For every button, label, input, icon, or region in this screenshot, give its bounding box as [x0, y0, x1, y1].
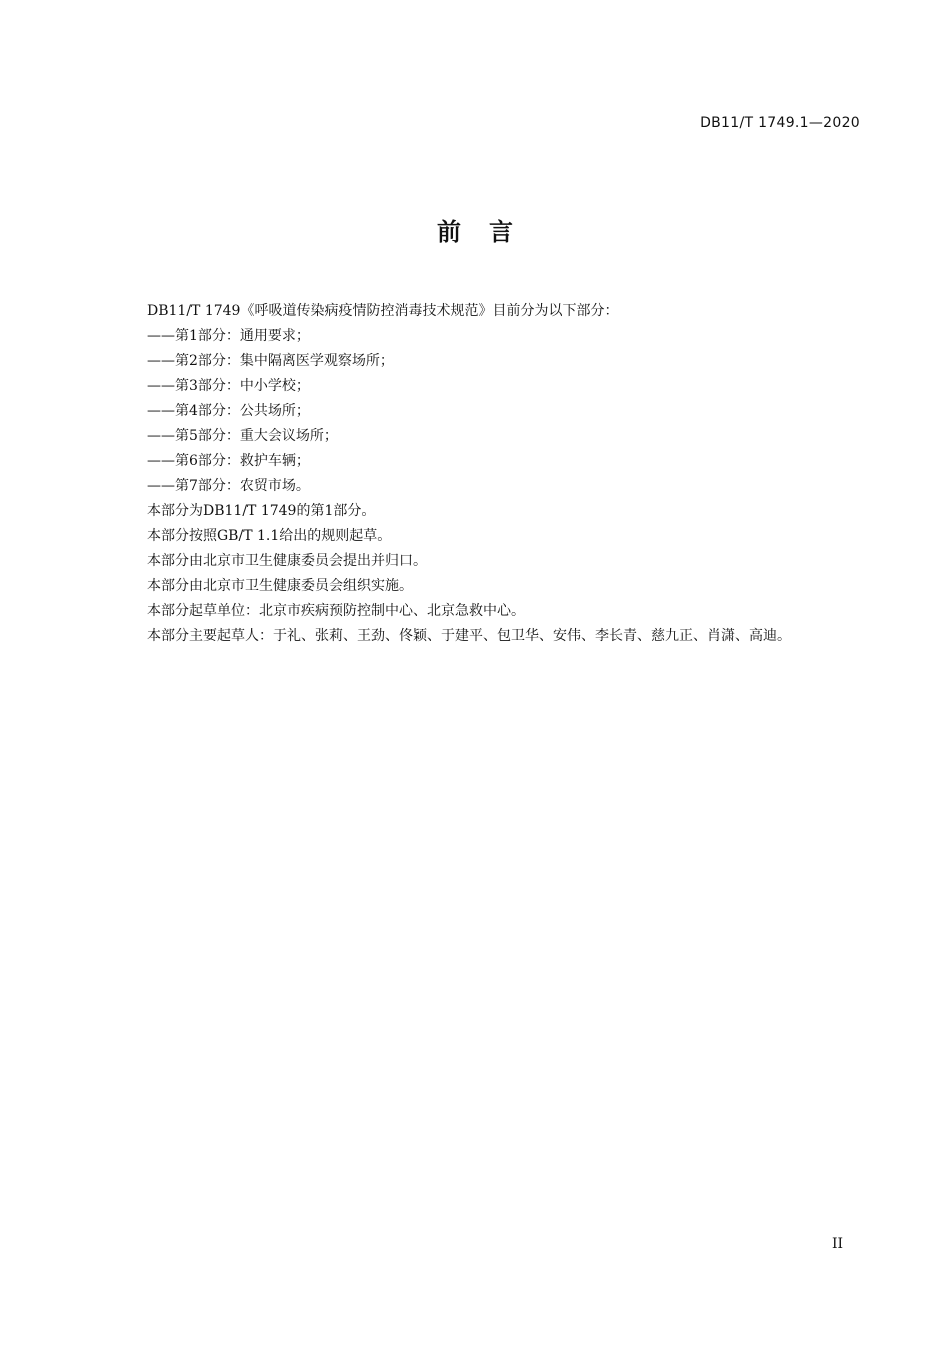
document-number: DB11/T 1749.1—2020 — [700, 115, 860, 131]
main-drafters: 本部分主要起草人：于礼、张莉、王劲、佟颖、于建平、包卫华、安伟、李长青、慈九正、肖潇、高迪。 — [147, 628, 791, 644]
drafting-units: 本部分起草单位：北京市疾病预防控制中心、北京急救中心。 — [147, 603, 525, 619]
foreword-body — [115, 299, 863, 649]
list-item-part-3: ——第3部分：中小学校； — [147, 378, 310, 394]
list-item-part-4: ——第4部分：公共场所； — [147, 403, 310, 419]
part-statement: 本部分为DB11/T 1749的第1部分。 — [147, 503, 376, 519]
page-title — [0, 212, 950, 247]
list-item-part-2: ——第2部分：集中隔离医学观察场所； — [147, 353, 394, 369]
list-item-part-1: ——第1部分：通用要求； — [147, 328, 310, 344]
proposer-statement: 本部分由北京市卫生健康委员会提出并归口。 — [147, 553, 427, 569]
title-char-2: 言 — [489, 218, 513, 246]
intro-paragraph: DB11/T 1749《呼吸道传染病疫情防控消毒技术规范》目前分为以下部分： — [147, 303, 619, 319]
list-item-part-6: ——第6部分：救护车辆； — [147, 453, 310, 469]
list-item-part-5: ——第5部分：重大会议场所； — [147, 428, 338, 444]
page-number: II — [831, 1236, 843, 1252]
implementation-statement: 本部分由北京市卫生健康委员会组织实施。 — [147, 578, 413, 594]
drafting-rules: 本部分按照GB/T 1.1给出的规则起草。 — [147, 528, 392, 544]
list-item-part-7: ——第7部分：农贸市场。 — [147, 478, 310, 494]
title-char-1: 前 — [437, 218, 461, 246]
